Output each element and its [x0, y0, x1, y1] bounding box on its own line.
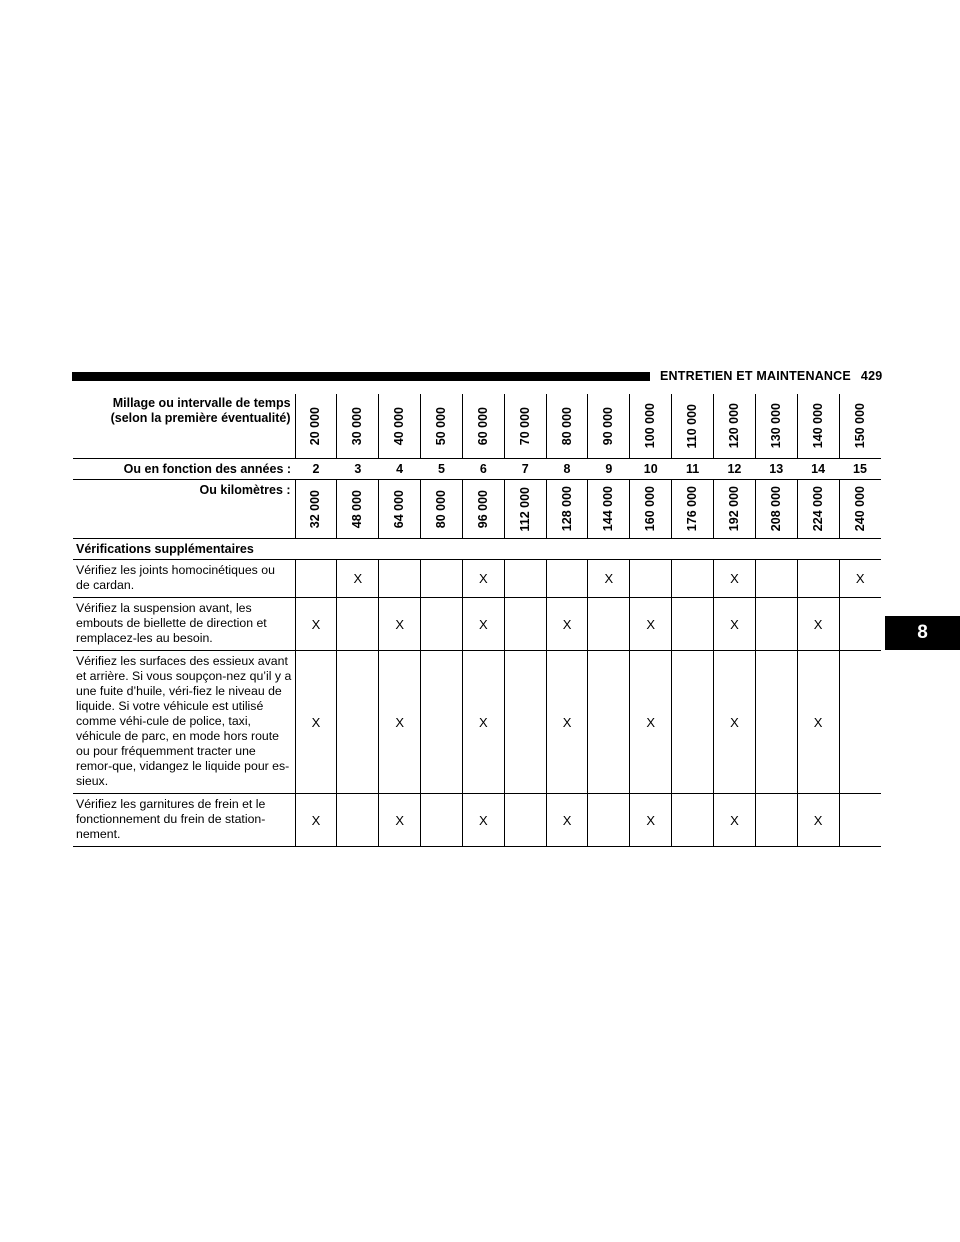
mileage-cell	[672, 394, 714, 459]
interval-mark: X	[713, 794, 755, 847]
year-cell: 12	[713, 459, 755, 480]
mileage-value: 70 000	[517, 406, 532, 446]
interval-mark	[295, 560, 337, 598]
year-cell: 13	[755, 459, 797, 480]
task-description: Vérifiez les garnitures de frein et le fonctionnement du frein de station-nement.	[73, 794, 295, 847]
mileage-value: 30 000	[350, 406, 365, 446]
mileage-value: 140 000	[810, 403, 825, 449]
task-description: Vérifiez les surfaces des essieux avant et arrière. Si vous soupçon-nez qu’il y a une fuite d’huile, véri-fiez le niveau de liquide. Si votre véhicule est utilisé comme véhi-cule de police, taxi, véhicule de parc, en mode hors route ou pour fréquemment tracter une remor-que, vidangez le liquide pour es-sieux.	[73, 651, 295, 794]
chapter-tab: 8	[885, 616, 960, 650]
km-cell	[797, 480, 839, 539]
interval-mark	[797, 560, 839, 598]
km-value: 32 000	[308, 489, 323, 529]
km-cell	[755, 480, 797, 539]
mileage-value: 90 000	[601, 406, 616, 446]
km-value: 80 000	[434, 489, 448, 529]
km-value: 224 000	[810, 486, 825, 532]
interval-mark	[755, 598, 797, 651]
km-value: 192 000	[726, 486, 741, 532]
mileage-value: 50 000	[434, 406, 448, 446]
mileage-value: 80 000	[559, 406, 574, 446]
year-cell: 14	[797, 459, 839, 480]
table-row	[73, 560, 881, 598]
km-cell	[630, 480, 672, 539]
interval-mark	[504, 560, 546, 598]
interval-mark	[421, 794, 463, 847]
km-cell	[672, 480, 714, 539]
year-cell: 8	[546, 459, 588, 480]
interval-mark: X	[462, 794, 504, 847]
km-value: 112 000	[517, 486, 532, 532]
km-cell	[295, 480, 337, 539]
interval-mark	[421, 598, 463, 651]
interval-mark	[504, 794, 546, 847]
year-cell: 4	[379, 459, 421, 480]
mileage-value: 150 000	[852, 403, 867, 449]
years-row	[73, 459, 881, 480]
km-cell	[546, 480, 588, 539]
interval-mark	[672, 598, 714, 651]
interval-mark: X	[713, 598, 755, 651]
interval-mark: X	[546, 598, 588, 651]
interval-mark: X	[839, 560, 881, 598]
interval-mark	[504, 598, 546, 651]
interval-mark: X	[713, 651, 755, 794]
interval-mark	[546, 560, 588, 598]
interval-mark	[839, 651, 881, 794]
mileage-cell	[462, 394, 504, 459]
interval-mark	[337, 651, 379, 794]
interval-mark	[504, 651, 546, 794]
interval-mark: X	[295, 598, 337, 651]
interval-mark	[755, 651, 797, 794]
table-row	[73, 598, 881, 651]
mileage-value: 60 000	[475, 406, 490, 446]
task-description: Vérifiez la suspension avant, les embouts de biellette de direction et remplacez-les au besoin.	[73, 598, 295, 651]
mileage-value: 120 000	[726, 403, 741, 449]
interval-mark	[588, 598, 630, 651]
interval-mark: X	[546, 794, 588, 847]
km-value: 240 000	[852, 486, 867, 532]
km-row	[73, 480, 881, 539]
year-cell: 15	[839, 459, 881, 480]
interval-mark: X	[337, 560, 379, 598]
km-value: 160 000	[643, 486, 658, 532]
year-cell: 5	[421, 459, 463, 480]
km-cell	[504, 480, 546, 539]
mileage-cell	[588, 394, 630, 459]
mileage-cell	[337, 394, 379, 459]
mileage-cell	[630, 394, 672, 459]
km-cell	[337, 480, 379, 539]
interval-mark: X	[462, 560, 504, 598]
interval-mark	[755, 560, 797, 598]
interval-mark	[337, 794, 379, 847]
km-value: 176 000	[685, 486, 700, 532]
year-cell: 2	[295, 459, 337, 480]
interval-mark: X	[630, 651, 672, 794]
mileage-label: Millage ou intervalle de temps (selon la première éventualité)	[73, 394, 295, 459]
km-cell	[379, 480, 421, 539]
mileage-cell	[546, 394, 588, 459]
interval-mark: X	[546, 651, 588, 794]
section-row	[73, 539, 881, 560]
interval-mark: X	[588, 560, 630, 598]
interval-mark: X	[630, 794, 672, 847]
year-cell: 7	[504, 459, 546, 480]
mileage-cell	[379, 394, 421, 459]
section-name: ENTRETIEN ET MAINTENANCE	[660, 369, 851, 383]
interval-mark	[379, 560, 421, 598]
interval-mark: X	[462, 651, 504, 794]
interval-mark	[672, 651, 714, 794]
interval-mark: X	[630, 598, 672, 651]
year-cell: 10	[630, 459, 672, 480]
interval-mark: X	[379, 598, 421, 651]
maintenance-schedule-table	[73, 394, 881, 847]
mileage-cell	[421, 394, 463, 459]
km-value: 64 000	[392, 489, 407, 529]
interval-mark	[588, 794, 630, 847]
mileage-value: 40 000	[392, 406, 407, 446]
interval-mark	[421, 560, 463, 598]
mileage-cell	[504, 394, 546, 459]
interval-mark	[672, 560, 714, 598]
mileage-cell	[839, 394, 881, 459]
table-row	[73, 651, 881, 794]
mileage-cell	[797, 394, 839, 459]
running-header	[660, 369, 882, 383]
interval-mark: X	[713, 560, 755, 598]
km-cell	[713, 480, 755, 539]
mileage-cell	[755, 394, 797, 459]
interval-mark	[839, 794, 881, 847]
interval-mark: X	[379, 794, 421, 847]
mileage-row	[73, 394, 881, 459]
section-title: Vérifications supplémentaires	[73, 539, 881, 560]
year-cell: 6	[462, 459, 504, 480]
mileage-cell	[295, 394, 337, 459]
interval-mark	[630, 560, 672, 598]
km-cell	[462, 480, 504, 539]
page-number: 429	[860, 369, 883, 383]
interval-mark: X	[462, 598, 504, 651]
interval-mark	[337, 598, 379, 651]
km-value: 48 000	[350, 489, 365, 529]
interval-mark	[755, 794, 797, 847]
km-label: Ou kilomètres :	[73, 480, 295, 539]
task-description: Vérifiez les joints homocinétiques ou de cardan.	[73, 560, 295, 598]
table-row	[73, 794, 881, 847]
interval-mark: X	[797, 794, 839, 847]
interval-mark: X	[295, 794, 337, 847]
interval-mark	[588, 651, 630, 794]
km-value: 144 000	[601, 486, 616, 532]
mileage-value: 100 000	[643, 403, 658, 449]
mileage-value: 130 000	[768, 403, 783, 449]
interval-mark	[672, 794, 714, 847]
year-cell: 9	[588, 459, 630, 480]
interval-mark: X	[295, 651, 337, 794]
km-cell	[588, 480, 630, 539]
header-rule	[72, 372, 650, 381]
mileage-value: 20 000	[308, 406, 323, 446]
km-cell	[839, 480, 881, 539]
km-cell	[421, 480, 463, 539]
interval-mark: X	[797, 651, 839, 794]
year-cell: 11	[672, 459, 714, 480]
interval-mark: X	[379, 651, 421, 794]
mileage-cell	[713, 394, 755, 459]
interval-mark	[421, 651, 463, 794]
km-value: 208 000	[768, 486, 783, 532]
interval-mark: X	[797, 598, 839, 651]
year-cell: 3	[337, 459, 379, 480]
years-label: Ou en fonction des années :	[73, 459, 295, 480]
interval-mark	[839, 598, 881, 651]
km-value: 128 000	[559, 486, 574, 532]
km-value: 96 000	[475, 489, 490, 529]
mileage-value: 110 000	[685, 403, 700, 449]
